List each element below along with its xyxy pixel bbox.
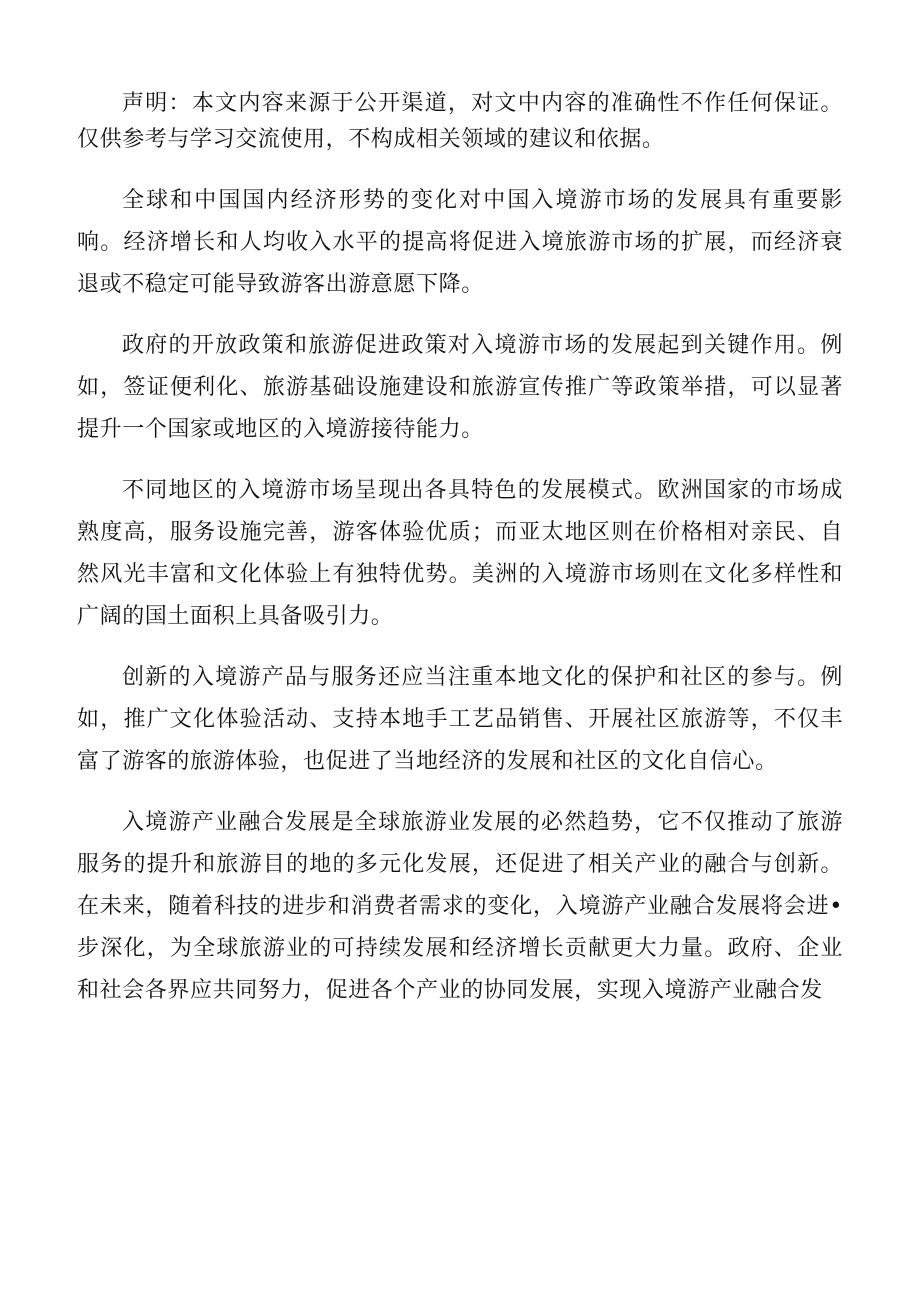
- regional-paragraph: 不同地区的入境游市场呈现出各具特色的发展模式。欧洲国家的市场成熟度高，服务设施完善，游客体验优质；而亚太地区则在价格相对亲民、自然风光丰富和文化体验上有独特优势。美洲的入境游市场则在文化多样性和广阔的国土面积上具备吸引力。: [77, 478, 843, 629]
- policy-paragraph: 政府的开放政策和旅游促进政策对入境游市场的发展起到关键作用。例如，签证便利化、旅游基础设施建设和旅游宣传推广等政策举措，可以显著提升一个国家或地区的入境游接待能力。: [77, 333, 843, 442]
- disclaimer-paragraph: 声明：本文内容来源于公开渠道，对文中内容的准确性不作任何保证。仅供参考与学习交流使用，不构成相关领域的建议和依据。: [77, 91, 843, 152]
- integration-paragraph: 入境游产业融合发展是全球旅游业发展的必然趋势，它不仅推动了旅游服务的提升和旅游目的地的多元化发展，还促进了相关产业的融合与创新。在未来，随着科技的进步和消费者需求的变化，入境游产业融合发展将会进•步深化，为全球旅游业的可持续发展和经济增长贡献更大力量。政府、企业和社会各界应共同努力，促进各个产业的协同发展，实现入境游产业融合发: [77, 810, 843, 1003]
- document-body: [77, 86, 843, 1031]
- economy-paragraph: 全球和中国国内经济形势的变化对中国入境游市场的发展具有重要影响。经济增长和人均收入水平的提高将促进入境旅游市场的扩展，而经济衰退或不稳定可能导致游客出游意愿下降。: [77, 188, 843, 297]
- innovation-paragraph: 创新的入境游产品与服务还应当注重本地文化的保护和社区的参与。例如，推广文化体验活动、支持本地手工艺品销售、开展社区旅游等，不仅丰富了游客的旅游体验，也促进了当地经济的发展和社区的文化自信心。: [77, 665, 843, 774]
